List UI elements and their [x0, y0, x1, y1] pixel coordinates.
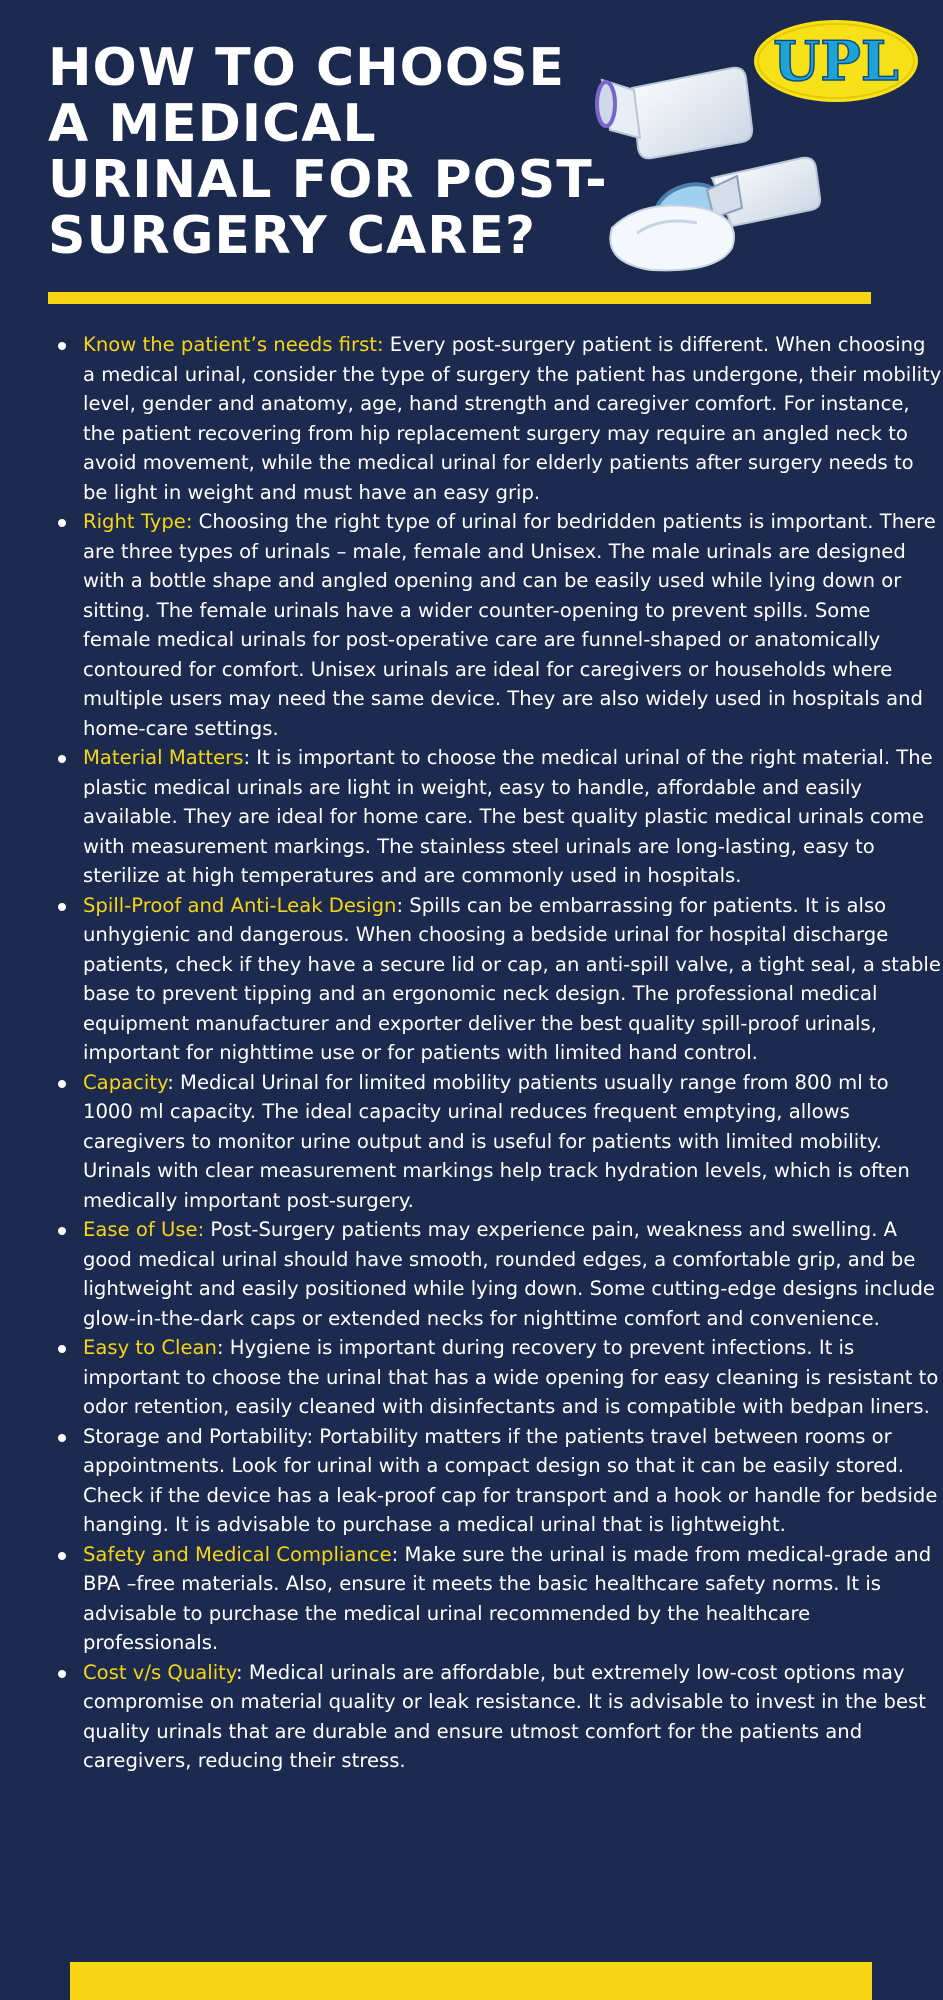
list-item — [83, 1215, 943, 1333]
item-heading: Easy to Clean — [83, 1336, 217, 1359]
title-line: HOW TO CHOOSE — [48, 38, 566, 98]
item-heading: Right Type: — [83, 510, 193, 533]
footer-accent-bar — [70, 1962, 872, 2000]
male-urinal-icon — [597, 68, 752, 159]
item-body: : Spills can be embarrassing for patients. It is also unhygienic and dangerous. When choosing a bedside urinal for hospital discharge patients, check if they have a secure lid or cap, an anti-spill valve, a tight seal, a stable base to prevent tipping and an ergonomic neck design. The professional medical equipment manufacturer and exporter deliver the best quality spill-proof urinals, important for nighttime use or for patients with limited hand control. — [83, 893, 941, 1064]
item-heading: Know the patient’s needs first: — [83, 333, 384, 356]
item-body: Choosing the right type of urinal for bedridden patients is important. There are three types of urinals – male, female and Unisex. The male urinals are designed with a bottle shape and angled opening and can be easily used while lying down or sitting. The female urinals have a wider counter-opening to prevent spills. Some female medical urinals for post-operative care are funnel-shaped or anatomically contoured for comfort. Unisex urinals are ideal for caregivers or households where multiple users may need the same device. They are also widely used in hospitals and home-care settings. — [83, 510, 936, 740]
title-underline-bar — [48, 292, 871, 304]
list-item — [83, 743, 943, 891]
item-heading: Spill-Proof and Anti-Leak Design — [83, 893, 397, 917]
list-item — [83, 507, 943, 743]
item-body: : Medical Urinal for limited mobility patients usually range from 800 ml to 1000 ml capacity. The ideal capacity urinal reduces frequent emptying, allows caregivers to monitor urine output and is useful for patients with limited mobility. Urinals with clear measurement markings help track hydration levels, which is often medically important post-surgery. — [83, 1070, 910, 1212]
item-body: : Hygiene is important during recovery to prevent infections. It is important to choose the urinal that has a wide opening for easy cleaning is resistant to odor retention, easily cleaned with disinfectants and is compatible with bedpan liners. — [83, 1336, 939, 1418]
item-heading: Capacity — [83, 1070, 168, 1094]
title-line: A MEDICAL — [48, 94, 377, 154]
title-line: URINAL FOR POST- — [48, 150, 608, 210]
bedpan-icon — [610, 206, 734, 271]
item-body: : Make sure the urinal is made from medical-grade and BPA –free materials. Also, ensure it meets the basic healthcare safety norms. It is advisable to purchase the medical urinal recommended by the healthcare professionals. — [83, 1542, 932, 1654]
list-item — [83, 330, 943, 507]
item-body: : Medical urinals are affordable, but extremely low-cost options may compromise on material quality or leak resistance. It is advisable to invest in the best quality urinals that are durable and ensure utmost comfort for the patients and caregivers, reducing their stress. — [83, 1660, 926, 1772]
page-title — [48, 40, 608, 264]
item-body: : It is important to choose the medical urinal of the right material. The plastic medical urinals are light in weight, easy to handle, affordable and easily available. They are ideal for home care. The best quality plastic medical urinals come with measurement markings. The stainless steel urinals are long-lasting, easy to sterilize at high temperatures and are commonly used in hospitals. — [83, 746, 933, 887]
item-heading: Cost v/s Quality — [83, 1660, 237, 1684]
item-body: Storage and Portability: Portability matters if the patients travel between rooms or appointments. Look for urinal with a compact design so that it can be easily stored. Check if the device has a leak-proof cap for transport and a hook or handle for bedside hanging. It is advisable to purchase a medical urinal that is lightweight. — [83, 1424, 938, 1536]
list-item — [83, 1540, 943, 1658]
logo-text: UPL — [773, 29, 899, 93]
list-item — [83, 1422, 943, 1540]
item-heading: Ease of Use: — [83, 1218, 205, 1241]
item-heading: Safety and Medical Compliance — [83, 1542, 392, 1566]
item-body: Post-Surgery patients may experience pain, weakness and swelling. A good medical urinal should have smooth, rounded edges, a comfortable grip, and be lightweight and easily positioned while lying down. Some cutting-edge designs include glow-in-the-dark caps or extended necks for nighttime comfort and convenience. — [83, 1218, 935, 1330]
list-item — [83, 1333, 943, 1422]
list-item — [83, 1658, 943, 1776]
item-heading: Material Matters — [83, 746, 244, 769]
title-line: SURGERY CARE? — [48, 206, 537, 266]
list-item — [83, 1068, 943, 1216]
urinal-product-image — [592, 58, 832, 278]
item-body: Every post-surgery patient is different. When choosing a medical urinal, consider the type of surgery the patient has undergone, their mobility level, gender and anatomy, age, hand strength and caregiver comfort. For instance, the patient recovering from hip replacement surgery may require an angled neck to avoid movement, while the medical urinal for elderly patients after surgery needs to be light in weight and must have an easy grip. — [83, 333, 942, 504]
tips-list — [48, 330, 943, 1776]
list-item — [83, 891, 943, 1068]
